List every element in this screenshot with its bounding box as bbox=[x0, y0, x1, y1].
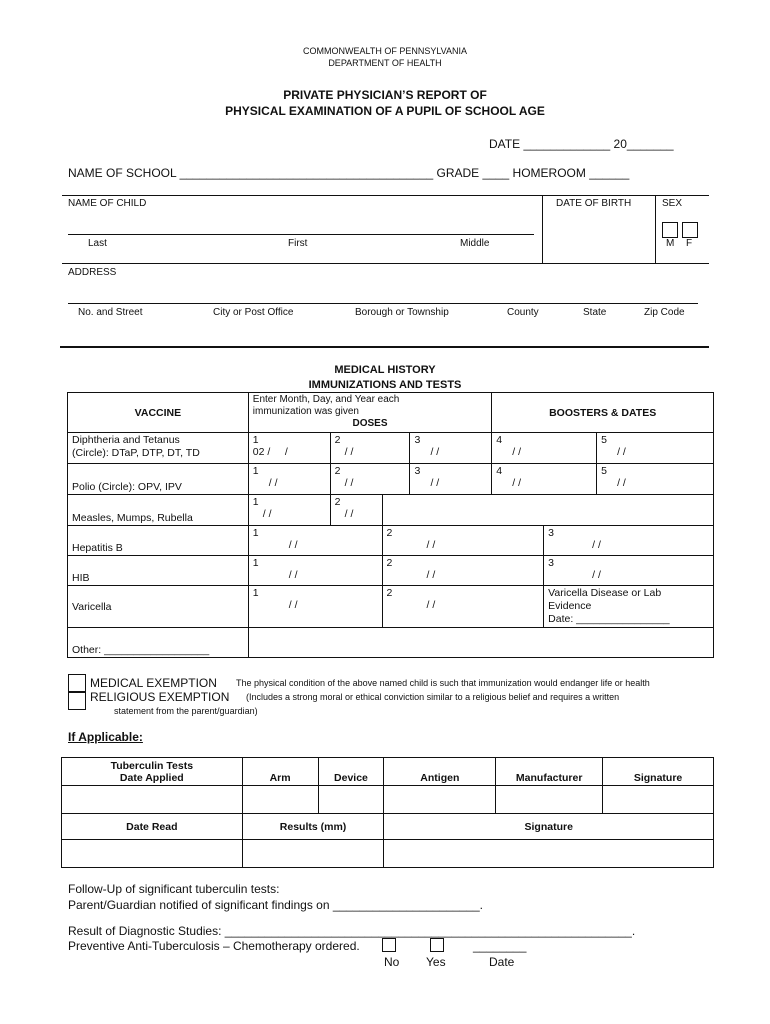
other-vaccine-field[interactable]: Other: __________________ bbox=[68, 628, 249, 658]
hepatitis-b-label: Hepatitis B bbox=[68, 526, 249, 556]
immunizations-title: IMMUNIZATIONS AND TESTS bbox=[308, 379, 462, 391]
first-name-caption: First bbox=[288, 238, 308, 249]
religious-exemption-text-2: statement from the parent/guardian) bbox=[114, 706, 258, 716]
signature-header-2: Signature bbox=[384, 814, 714, 840]
street-caption: No. and Street bbox=[78, 307, 143, 318]
city-caption: City or Post Office bbox=[213, 307, 294, 318]
dtap-dose-3[interactable]: 3 / / bbox=[410, 433, 492, 464]
sex-male-checkbox[interactable] bbox=[662, 222, 678, 238]
hepb-dose-1[interactable]: 1 / / bbox=[248, 526, 382, 556]
polio-label: Polio (Circle): OPV, IPV bbox=[68, 464, 249, 495]
varicella-dose-1[interactable]: 1 / / bbox=[248, 586, 382, 628]
mmr-dose-2[interactable]: 2 / / bbox=[330, 495, 382, 526]
tuberculin-table bbox=[61, 757, 714, 868]
dtap-dose-2[interactable]: 2 / / bbox=[330, 433, 410, 464]
religious-exemption-checkbox[interactable] bbox=[68, 692, 86, 710]
immunization-table bbox=[67, 392, 714, 658]
date-read-header: Date Read bbox=[62, 814, 243, 840]
hepb-dose-2[interactable]: 2 / / bbox=[382, 526, 544, 556]
varicella-dose-2[interactable]: 2 / / bbox=[382, 586, 544, 628]
date-applied-header: Date Applied bbox=[119, 771, 184, 784]
borough-caption: Borough or Township bbox=[355, 307, 449, 318]
antigen-header: Antigen bbox=[384, 758, 496, 786]
manufacturer-header: Manufacturer bbox=[496, 758, 603, 786]
enter-date-instruction: Enter Month, Day, and Year each bbox=[252, 394, 400, 405]
polio-booster-5[interactable]: 5 / / bbox=[597, 464, 714, 495]
yes-caption: Yes bbox=[426, 955, 446, 969]
child-name-input-line[interactable] bbox=[68, 234, 534, 235]
device-cell[interactable] bbox=[318, 786, 384, 814]
date-read-cell[interactable] bbox=[62, 840, 243, 868]
dtap-booster-5[interactable]: 5 / / bbox=[597, 433, 714, 464]
if-applicable-heading: If Applicable: bbox=[68, 730, 143, 744]
hib-label: HIB bbox=[68, 556, 249, 586]
mmr-blank bbox=[382, 495, 713, 526]
no-caption: No bbox=[384, 955, 400, 969]
form-title-line2: PHYSICAL EXAMINATION OF A PUPIL OF SCHOOL AGE bbox=[225, 104, 545, 118]
hib-dose-2[interactable]: 2 / / bbox=[382, 556, 544, 586]
date-of-birth-label: DATE OF BIRTH bbox=[556, 198, 632, 209]
manufacturer-cell[interactable] bbox=[496, 786, 603, 814]
chemotherapy-yes-checkbox[interactable] bbox=[430, 938, 444, 952]
diagnostic-studies-field[interactable]: Result of Diagnostic Studies: _____________________________________________________________. bbox=[68, 924, 636, 938]
doses-header: DOSES bbox=[352, 418, 388, 429]
antigen-cell[interactable] bbox=[384, 786, 496, 814]
sex-female-checkbox[interactable] bbox=[682, 222, 698, 238]
hib-dose-1[interactable]: 1 / / bbox=[248, 556, 382, 586]
vertical-divider bbox=[655, 195, 656, 263]
dtap-booster-4[interactable]: 4 / / bbox=[492, 433, 597, 464]
religious-exemption-label: RELIGIOUS EXEMPTION bbox=[90, 690, 230, 704]
section-divider bbox=[62, 195, 709, 196]
polio-dose-2[interactable]: 2 / / bbox=[330, 464, 410, 495]
state-caption: State bbox=[583, 307, 607, 318]
middle-name-caption: Middle bbox=[460, 238, 490, 249]
date-applied-cell[interactable] bbox=[62, 786, 243, 814]
address-label: ADDRESS bbox=[68, 267, 117, 278]
date-caption: Date bbox=[489, 955, 515, 969]
address-input-line[interactable] bbox=[68, 303, 698, 304]
chemotherapy-no-checkbox[interactable] bbox=[382, 938, 396, 952]
dose-02-prefill: 02 bbox=[252, 446, 265, 458]
sex-label: SEX bbox=[662, 198, 683, 209]
sex-m-caption: M bbox=[666, 238, 675, 249]
polio-dose-1[interactable]: 1 / / bbox=[248, 464, 330, 495]
vertical-divider bbox=[542, 195, 543, 263]
county-caption: County bbox=[507, 307, 539, 318]
arm-cell[interactable] bbox=[242, 786, 318, 814]
enter-date-instruction-2: immunization was given bbox=[252, 406, 359, 417]
varicella-label: Varicella bbox=[68, 586, 249, 628]
polio-dose-3[interactable]: 3 / / bbox=[410, 464, 492, 495]
arm-header: Arm bbox=[242, 758, 318, 786]
chemotherapy-label: Preventive Anti-Tuberculosis – Chemotherapy ordered. bbox=[68, 939, 360, 953]
school-grade-homeroom-field[interactable]: NAME OF SCHOOL ______________________________________ GRADE ____ HOMEROOM ______ bbox=[68, 166, 630, 180]
section-divider-thick bbox=[60, 346, 709, 348]
chemotherapy-date-field[interactable]: ________ bbox=[473, 939, 527, 953]
tuberculin-tests-header: Tuberculin Tests bbox=[110, 759, 194, 772]
varicella-disease-evidence[interactable]: Varicella Disease or Lab Evidence Date: ________________ bbox=[544, 586, 714, 628]
zip-caption: Zip Code bbox=[644, 307, 685, 318]
followup-heading: Follow-Up of significant tuberculin tests: bbox=[68, 882, 280, 896]
header-line2: DEPARTMENT OF HEALTH bbox=[328, 58, 442, 68]
sex-f-caption: F bbox=[686, 238, 693, 249]
religious-exemption-text: (Includes a strong moral or ethical conviction similar to a religious belief and requires a written bbox=[246, 692, 620, 702]
results-header: Results (mm) bbox=[242, 814, 384, 840]
vaccine-header: VACCINE bbox=[68, 393, 249, 433]
form-title-line1: PRIVATE PHYSICIAN’S REPORT OF bbox=[283, 88, 487, 102]
hib-dose-3[interactable]: 3 / / bbox=[544, 556, 714, 586]
section-divider bbox=[62, 263, 709, 264]
boosters-header: BOOSTERS & DATES bbox=[492, 393, 714, 433]
signature-cell-2[interactable] bbox=[384, 840, 714, 868]
parent-notified-field[interactable]: Parent/Guardian notified of significant findings on ______________________. bbox=[68, 898, 483, 912]
dtap-label: Diphtheria and Tetanus bbox=[72, 434, 180, 446]
medical-exemption-text: The physical condition of the above named child is such that immunization would endanger life or health bbox=[236, 678, 650, 688]
name-of-child-label: NAME OF CHILD bbox=[68, 198, 147, 209]
mmr-dose-1[interactable]: 1 / / bbox=[248, 495, 330, 526]
mmr-label: Measles, Mumps, Rubella bbox=[68, 495, 249, 526]
medical-history-title: MEDICAL HISTORY bbox=[334, 364, 436, 376]
signature-cell[interactable] bbox=[603, 786, 714, 814]
dtap-circle-options: (Circle): DTaP, DTP, DT, TD bbox=[72, 447, 200, 459]
device-header: Device bbox=[318, 758, 384, 786]
medical-exemption-label: MEDICAL EXEMPTION bbox=[90, 676, 217, 690]
medical-exemption-checkbox[interactable] bbox=[68, 674, 86, 692]
header-line1: COMMONWEALTH OF PENNSYLVANIA bbox=[302, 46, 468, 56]
polio-booster-4[interactable]: 4 / / bbox=[492, 464, 597, 495]
hepb-dose-3[interactable]: 3 / / bbox=[544, 526, 714, 556]
other-vaccine-doses[interactable] bbox=[248, 628, 713, 658]
dtap-dose-1[interactable]: 1 02 / / bbox=[248, 433, 330, 464]
date-field[interactable]: DATE _____________ 20_______ bbox=[489, 137, 674, 151]
last-name-caption: Last bbox=[88, 238, 107, 249]
signature-header: Signature bbox=[603, 758, 714, 786]
results-cell[interactable] bbox=[242, 840, 384, 868]
